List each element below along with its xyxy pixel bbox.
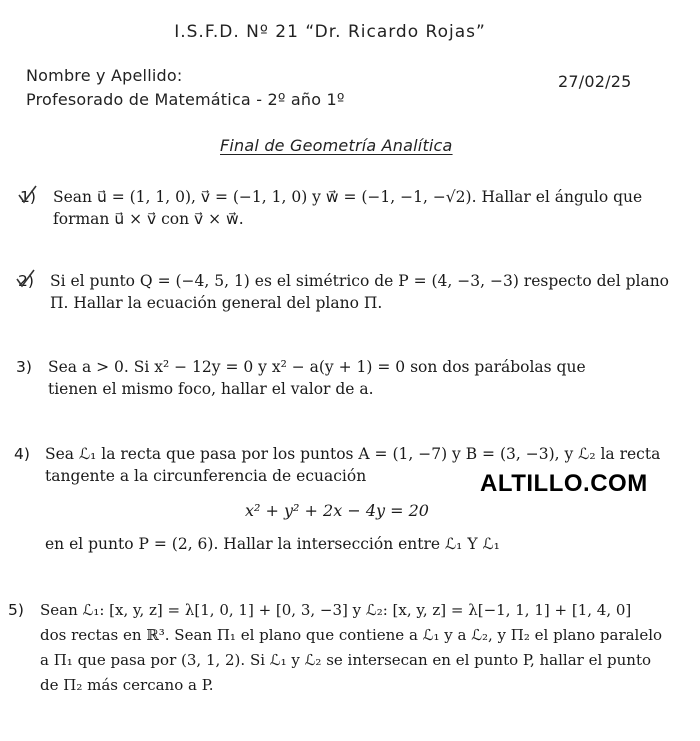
exam-title: Final de Geometría Analítica	[220, 136, 453, 155]
problem-3-line-2: tienen el mismo foco, hallar el valor de a.	[48, 380, 374, 398]
problem-1	[18, 186, 678, 236]
problem-4-line-2: tangente a la circunferencia de ecuación	[45, 467, 367, 485]
problem-5-line-1: Sean ℒ₁: [x, y, z] = λ[1, 0, 1] + [0, 3, −3] y ℒ₂: [x, y, z] = λ[−1, 1, 1] + [1, 4, 0]	[40, 601, 632, 619]
problem-3-number: 3)	[16, 358, 32, 376]
problem-5-line-2: dos rectas en ℝ³. Sean Π₁ el plano que contiene a ℒ₁ y a ℒ₂, y Π₂ el plano paralelo	[40, 626, 663, 644]
problem-2-line-1: Si el punto Q = (−4, 5, 1) es el simétrico de P = (4, −3, −3) respecto del plano	[50, 272, 670, 290]
problem-4	[12, 443, 692, 563]
watermark: ALTILLO.COM	[480, 470, 648, 497]
problem-2-line-2: Π. Hallar la ecuación general del plano Π.	[50, 294, 383, 312]
problem-2-number: 2)	[18, 272, 34, 290]
problem-4-equation: x² + y² + 2x − 4y = 20	[245, 501, 429, 520]
problem-3-line-1: Sea a > 0. Si x² − 12y = 0 y x² − a(y + 1) = 0 son dos parábolas que	[48, 358, 586, 376]
problem-4-line-1: Sea ℒ₁ la recta que pasa por los puntos A = (1, −7) y B = (3, −3), y ℒ₂ la recta	[45, 445, 661, 463]
problem-2	[14, 270, 684, 320]
problem-4-line-3: en el punto P = (2, 6). Hallar la intersección entre ℒ₁ Y ℒ₁	[45, 535, 500, 553]
problem-5-number: 5)	[8, 601, 24, 619]
institution-title: I.S.F.D. Nº 21 “Dr. Ricardo Rojas”	[174, 22, 486, 42]
check-mark-icon	[14, 268, 36, 290]
problem-3	[14, 356, 684, 406]
problem-1-number: 1)	[20, 188, 36, 206]
problem-1-line-1: Sean u⃗ = (1, 1, 0), v⃗ = (−1, 1, 0) y w⃗ = (−1, −1, −√2). Hallar el ángulo que	[53, 188, 643, 206]
problem-5-line-4: de Π₂ más cercano a P.	[40, 676, 214, 694]
exam-date: 27/02/25	[558, 72, 632, 91]
problem-4-number: 4)	[14, 445, 30, 463]
name-label: Nombre y Apellido:	[26, 66, 183, 85]
problem-1-line-2: forman u⃗ × v⃗ con v⃗ × w⃗.	[53, 210, 244, 228]
program-label: Profesorado de Matemática - 2º año 1º	[26, 90, 345, 109]
problem-5-line-3: a Π₁ que pasa por (3, 1, 2). Si ℒ₁ y ℒ₂ se intersecan en el punto P, hallar el punto	[40, 651, 652, 669]
check-mark-icon	[16, 184, 38, 206]
problem-5	[6, 599, 696, 699]
